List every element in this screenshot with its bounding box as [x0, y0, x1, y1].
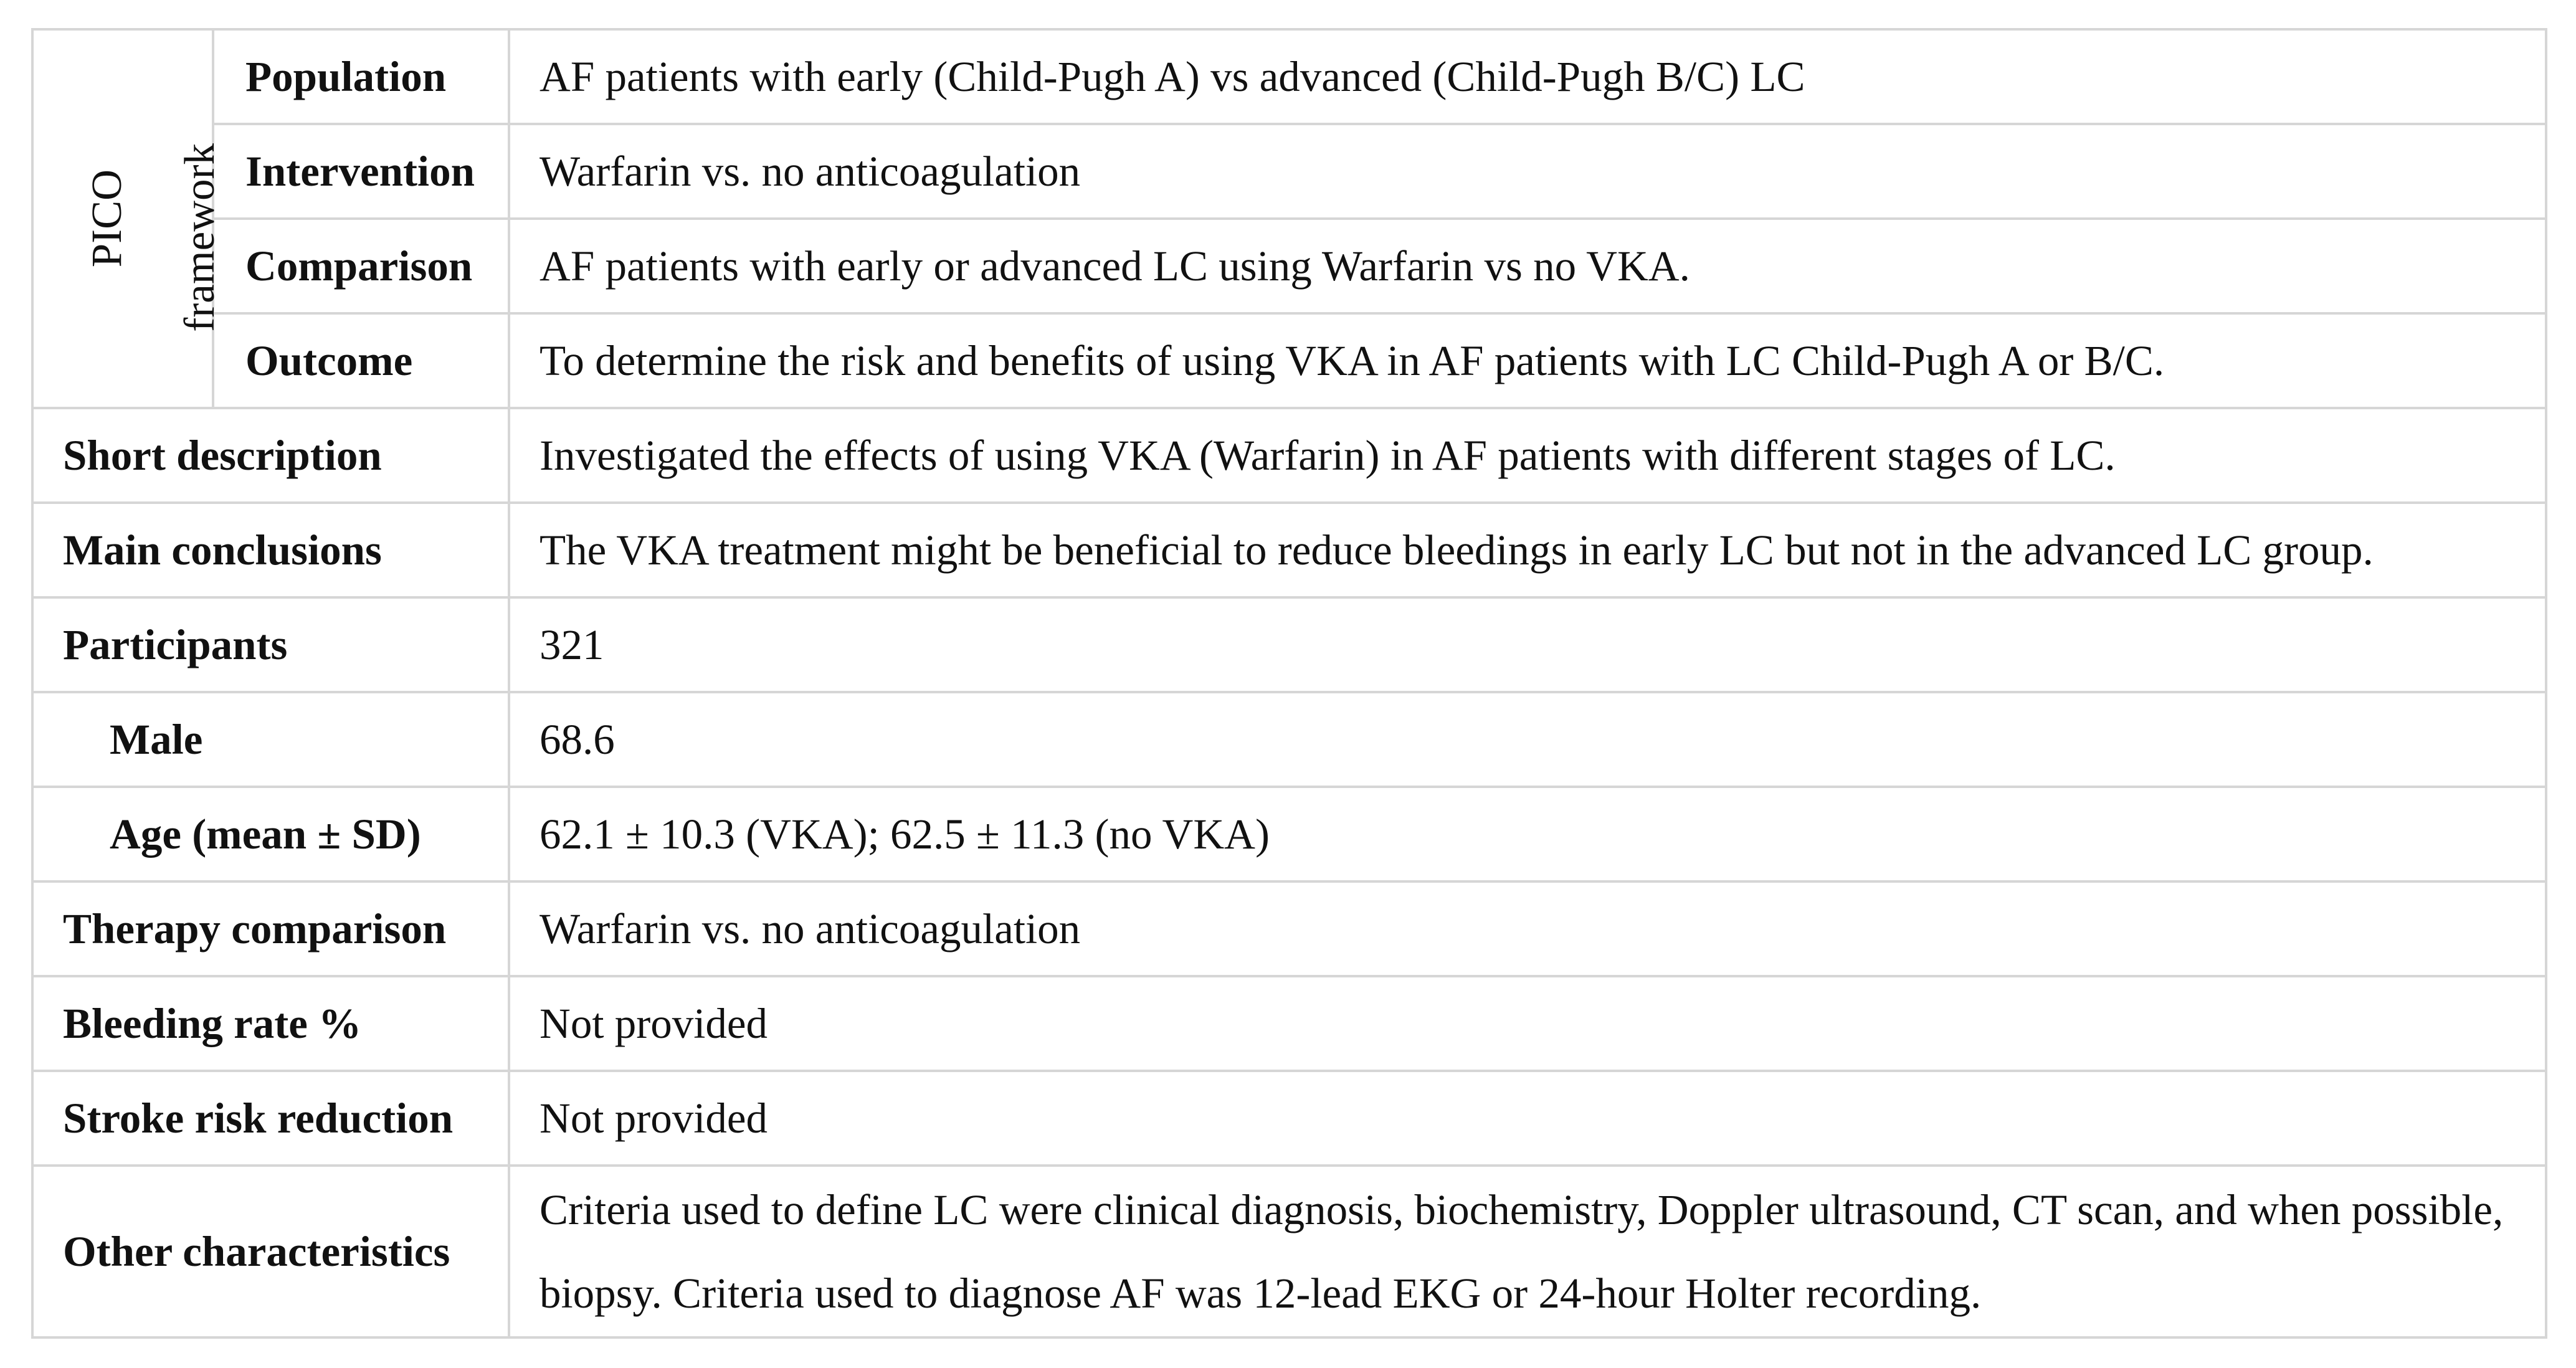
row-label-male: Male [32, 692, 509, 787]
table-row-other-characteristics [32, 1166, 2546, 1337]
row-value-intervention: Warfarin vs. no anticoagulation [509, 124, 2546, 219]
row-value-bleeding-rate: Not provided [509, 976, 2546, 1071]
table-row-age [32, 787, 2546, 881]
table-row-comparison [32, 219, 2546, 313]
row-label-intervention: Intervention [213, 124, 509, 219]
row-value-outcome: To determine the risk and benefits of using VKA in AF patients with LC Child-Pugh A or B/C. [509, 313, 2546, 408]
row-value-male: 68.6 [509, 692, 2546, 787]
row-value-comparison: AF patients with early or advanced LC using Warfarin vs no VKA. [509, 219, 2546, 313]
row-label-bleeding-rate: Bleeding rate % [32, 976, 509, 1071]
table-row-outcome [32, 313, 2546, 408]
row-value-population: AF patients with early (Child-Pugh A) vs advanced (Child-Pugh B/C) LC [509, 29, 2546, 124]
row-label-comparison: Comparison [213, 219, 509, 313]
row-label-main-conclusions: Main conclusions [32, 503, 509, 597]
table-row-intervention [32, 124, 2546, 219]
row-label-participants: Participants [32, 597, 509, 692]
row-value-participants: 321 [509, 597, 2546, 692]
row-label-short-description: Short description [32, 408, 509, 503]
pico-title: PICO [83, 169, 130, 268]
row-label-outcome: Outcome [213, 313, 509, 408]
table-row-main-conclusions [32, 503, 2546, 597]
row-label-population: Population [213, 29, 509, 124]
study-characteristics-table [31, 28, 2547, 1339]
row-label-age: Age (mean ± SD) [32, 787, 509, 881]
row-value-short-description: Investigated the effects of using VKA (Warfarin) in AF patients with different stages of LC. [509, 408, 2546, 503]
table-row-male [32, 692, 2546, 787]
pico-subtitle: framework [176, 143, 223, 332]
row-value-main-conclusions: The VKA treatment might be beneficial to reduce bleedings in early LC but not in the advanced LC group. [509, 503, 2546, 597]
row-value-age: 62.1 ± 10.3 (VKA); 62.5 ± 11.3 (no VKA) [509, 787, 2546, 881]
table-row-bleeding-rate [32, 976, 2546, 1071]
table-row-therapy-comparison [32, 881, 2546, 976]
row-value-stroke-risk-reduction: Not provided [509, 1071, 2546, 1166]
row-label-stroke-risk-reduction: Stroke risk reduction [32, 1071, 509, 1166]
pico-outer-cell [32, 29, 223, 408]
table-row-short-description [32, 408, 2546, 503]
table-row-population [32, 29, 2546, 124]
row-value-therapy-comparison: Warfarin vs. no anticoagulation [509, 881, 2546, 976]
table-row-stroke-risk-reduction [32, 1071, 2546, 1166]
table-row-participants [32, 597, 2546, 692]
row-value-other-characteristics: Criteria used to define LC were clinical diagnosis, biochemistry, Doppler ultrasound, CT scan, and when possible, biopsy. Criteria used to diagnose AF was 12-lead EKG or 24-hour Holter recording. [509, 1166, 2546, 1337]
row-label-therapy-comparison: Therapy comparison [32, 881, 509, 976]
row-label-other-characteristics: Other characteristics [32, 1166, 509, 1337]
